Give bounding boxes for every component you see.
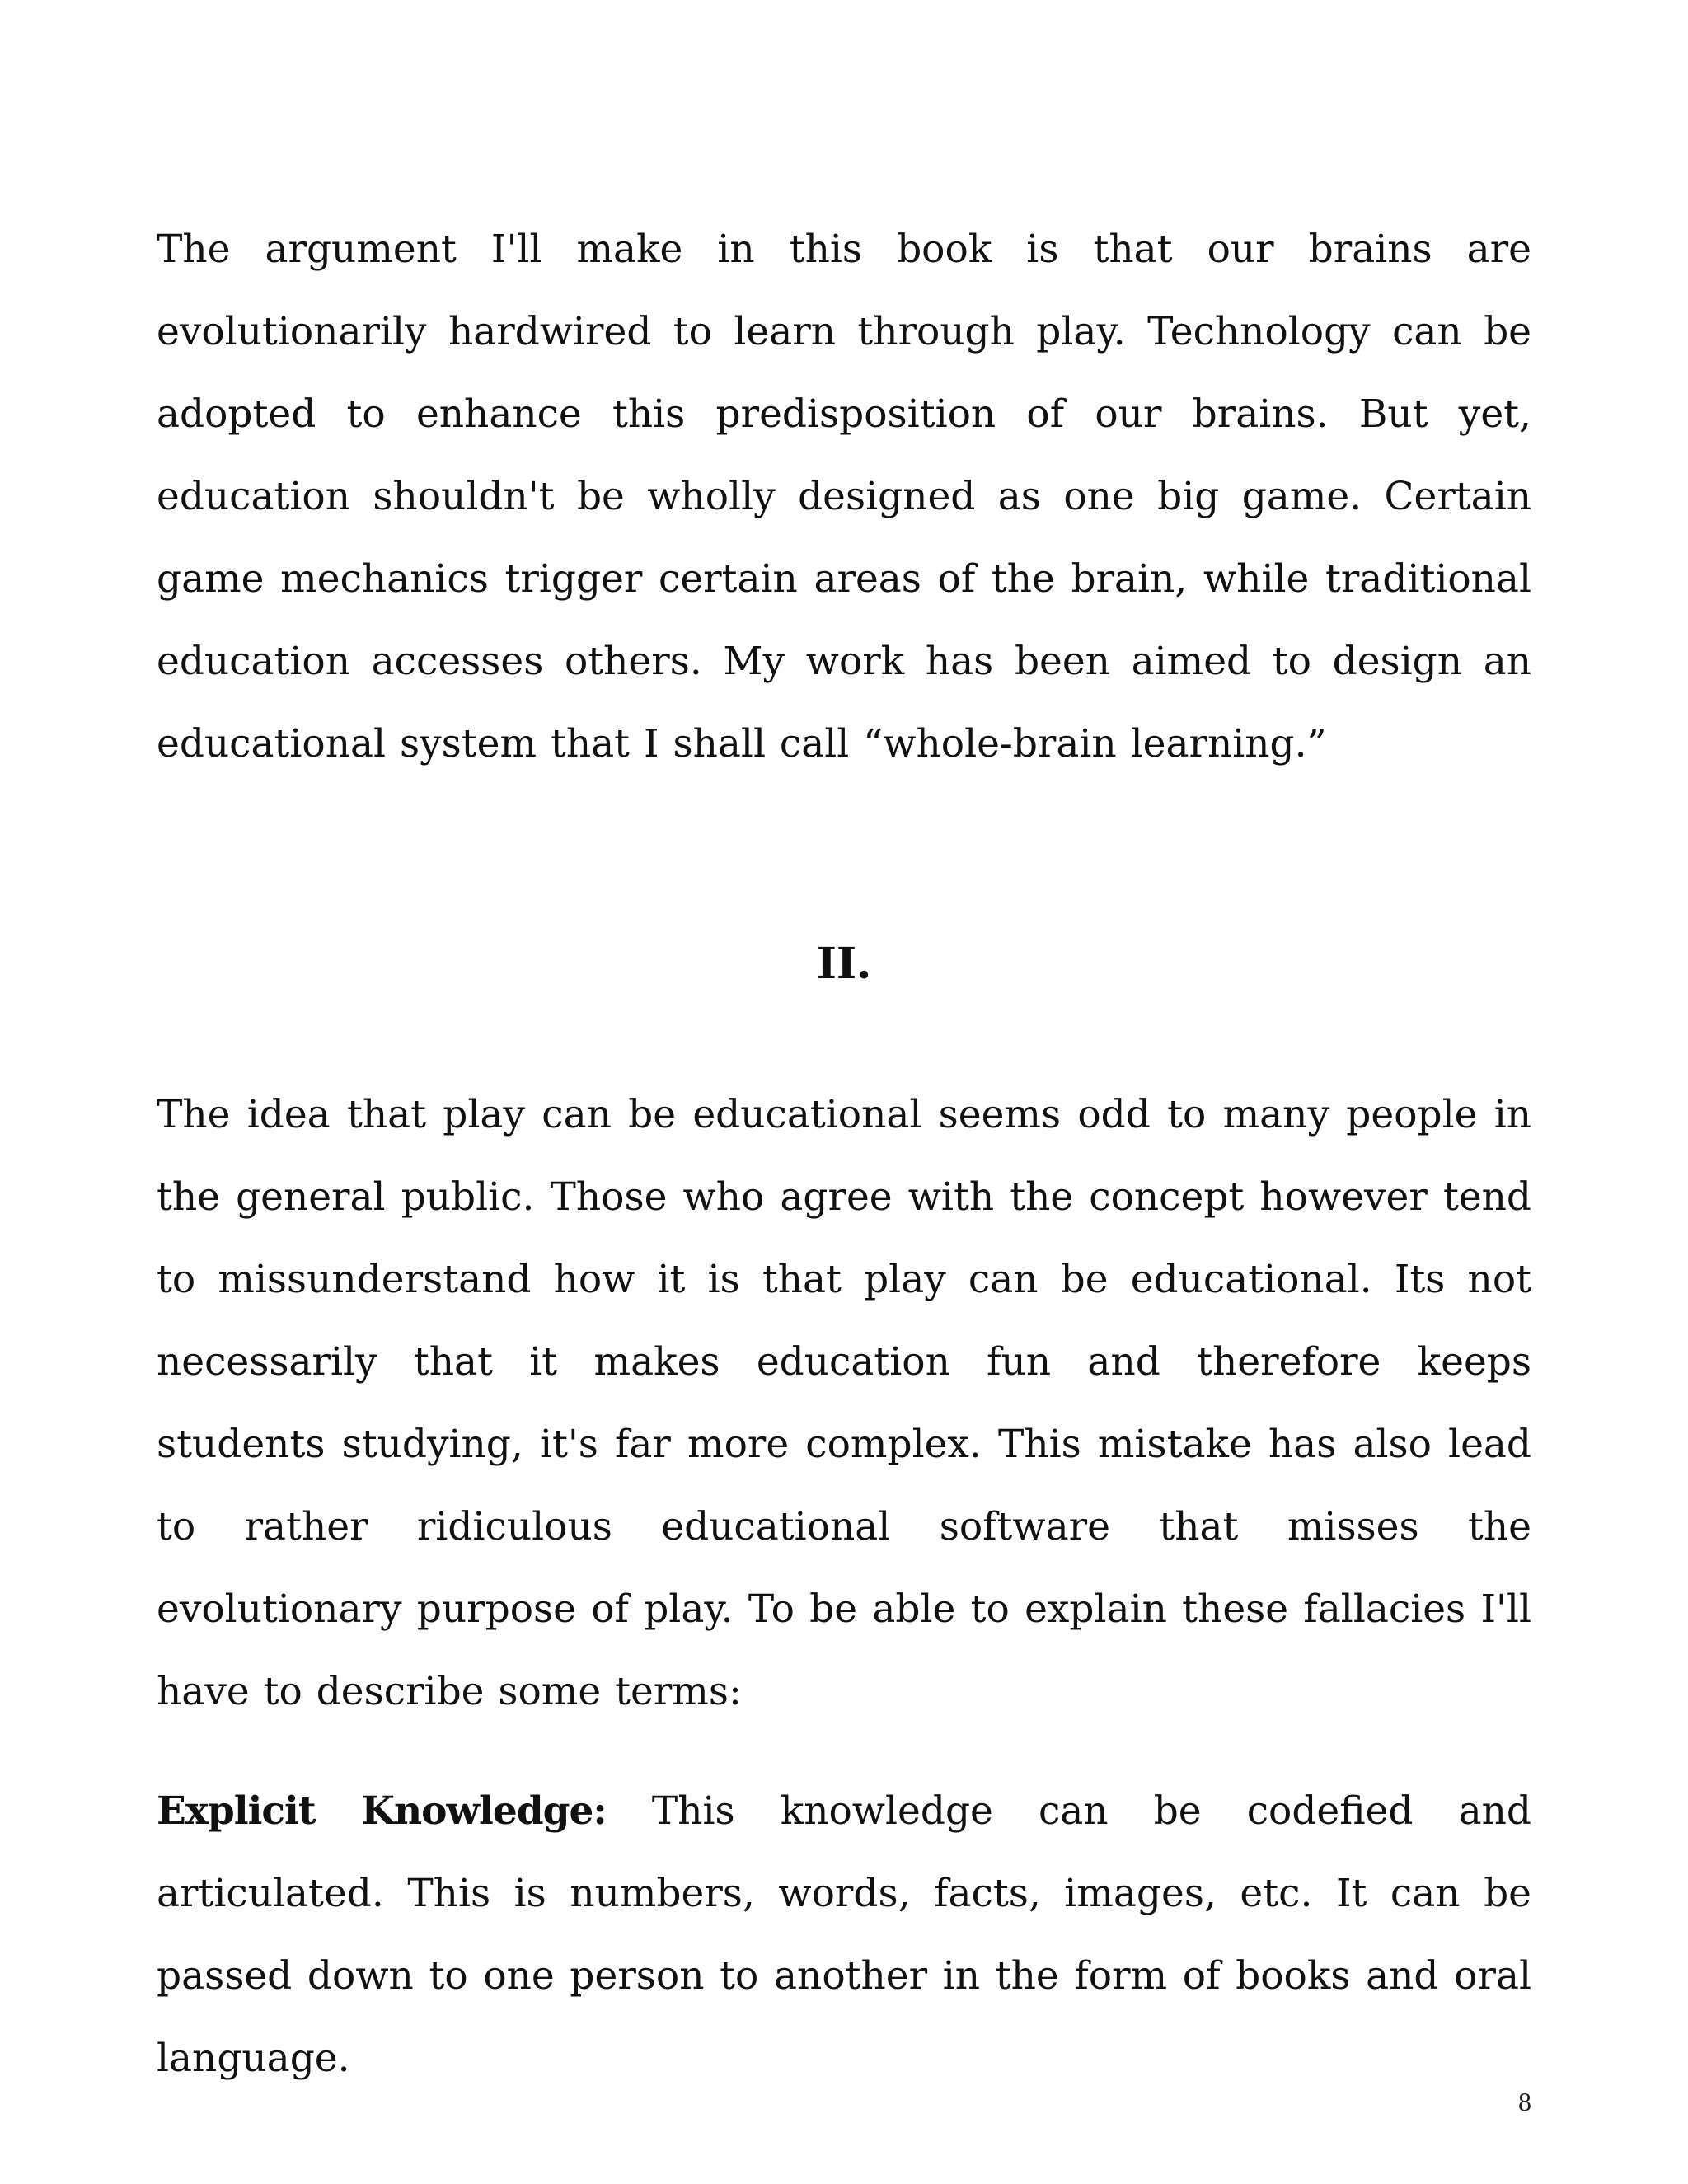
intro-paragraph: The argument I'll make in this book is that our brains are evolutionarily hardwired to learn through play. Technology can be adopted to enhance this predisposition of our brains. But yet, education shouldn't be wholly designed as one big game. Certain game mechanics trigger certain areas of the brain, while traditional education accesses others. My work has been aimed to design an educational system that I shall call “whole-brain learning.” (157, 227, 1531, 766)
section-two-paragraph: The idea that play can be educational seems odd to many people in the general public. Those who agree with the concept however tend to missunderstand how it is that play can be educational. Its not necessarily that it makes education fun and therefore keeps students studying, it's far more complex. This mistake has also lead to rather ridiculous educational software that misses the evolutionary purpose of play. To be able to explain these fallacies I'll have to describe some terms: (157, 1092, 1531, 1714)
definition-text: This knowledge can be codefied and articulated. This is numbers, words, facts, images, etc. It can be passed down to one person to another in the form of books and oral language. (157, 1788, 1531, 2081)
definition-term: Explicit Knowledge: (157, 1788, 607, 1834)
section-heading: II. (816, 939, 872, 989)
definition-paragraph (157, 1770, 1531, 2100)
page-number: 8 (1518, 2087, 1531, 2116)
